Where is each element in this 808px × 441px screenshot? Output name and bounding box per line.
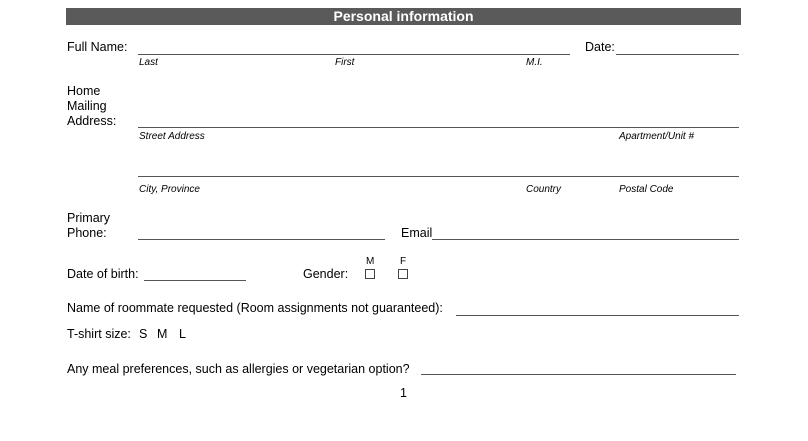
first-name-caption: First (335, 57, 355, 68)
section-title: Personal information (333, 8, 474, 24)
page-number: 1 (400, 386, 407, 400)
tshirt-size-m[interactable]: M (157, 327, 168, 341)
middle-initial-caption: M.I. (526, 57, 543, 68)
full-name-label: Full Name: (67, 40, 128, 54)
meal-field[interactable] (421, 374, 736, 375)
gender-f-checkbox[interactable] (398, 269, 408, 279)
address-label-line1: Home (67, 84, 101, 98)
dob-label: Date of birth: (67, 267, 139, 281)
gender-label: Gender: (303, 267, 349, 281)
meal-label: Any meal preferences, such as allergies or vegetarian option? (67, 362, 410, 376)
date-label: Date: (585, 40, 615, 54)
city-address-field[interactable] (138, 176, 739, 177)
address-label-line2: Mailing (67, 99, 107, 113)
email-field[interactable] (432, 239, 739, 240)
full-name-field[interactable] (138, 54, 570, 55)
phone-label-line2: Phone: (67, 226, 107, 240)
phone-label-line1: Primary (67, 211, 111, 225)
tshirt-size-l[interactable]: L (179, 327, 186, 341)
email-label: Email (401, 226, 433, 240)
postal-code-caption: Postal Code (619, 184, 674, 195)
gender-f-label: F (400, 256, 407, 267)
gender-m-checkbox[interactable] (365, 269, 375, 279)
gender-m-label: M (366, 256, 375, 267)
phone-field[interactable] (138, 239, 385, 240)
date-field[interactable] (616, 54, 739, 55)
roommate-label: Name of roommate requested (Room assignments not guaranteed): (67, 301, 443, 315)
tshirt-label: T-shirt size: (67, 327, 131, 341)
dob-field[interactable] (144, 280, 246, 281)
apartment-caption: Apartment/Unit # (619, 131, 695, 142)
last-name-caption: Last (139, 57, 158, 68)
section-header (66, 8, 741, 25)
street-address-field[interactable] (138, 127, 739, 128)
country-caption: Country (526, 184, 562, 195)
address-label-line3: Address: (67, 114, 117, 128)
roommate-field[interactable] (456, 315, 739, 316)
tshirt-size-s[interactable]: S (139, 327, 148, 341)
city-province-caption: City, Province (139, 184, 200, 195)
street-address-caption: Street Address (139, 131, 205, 142)
